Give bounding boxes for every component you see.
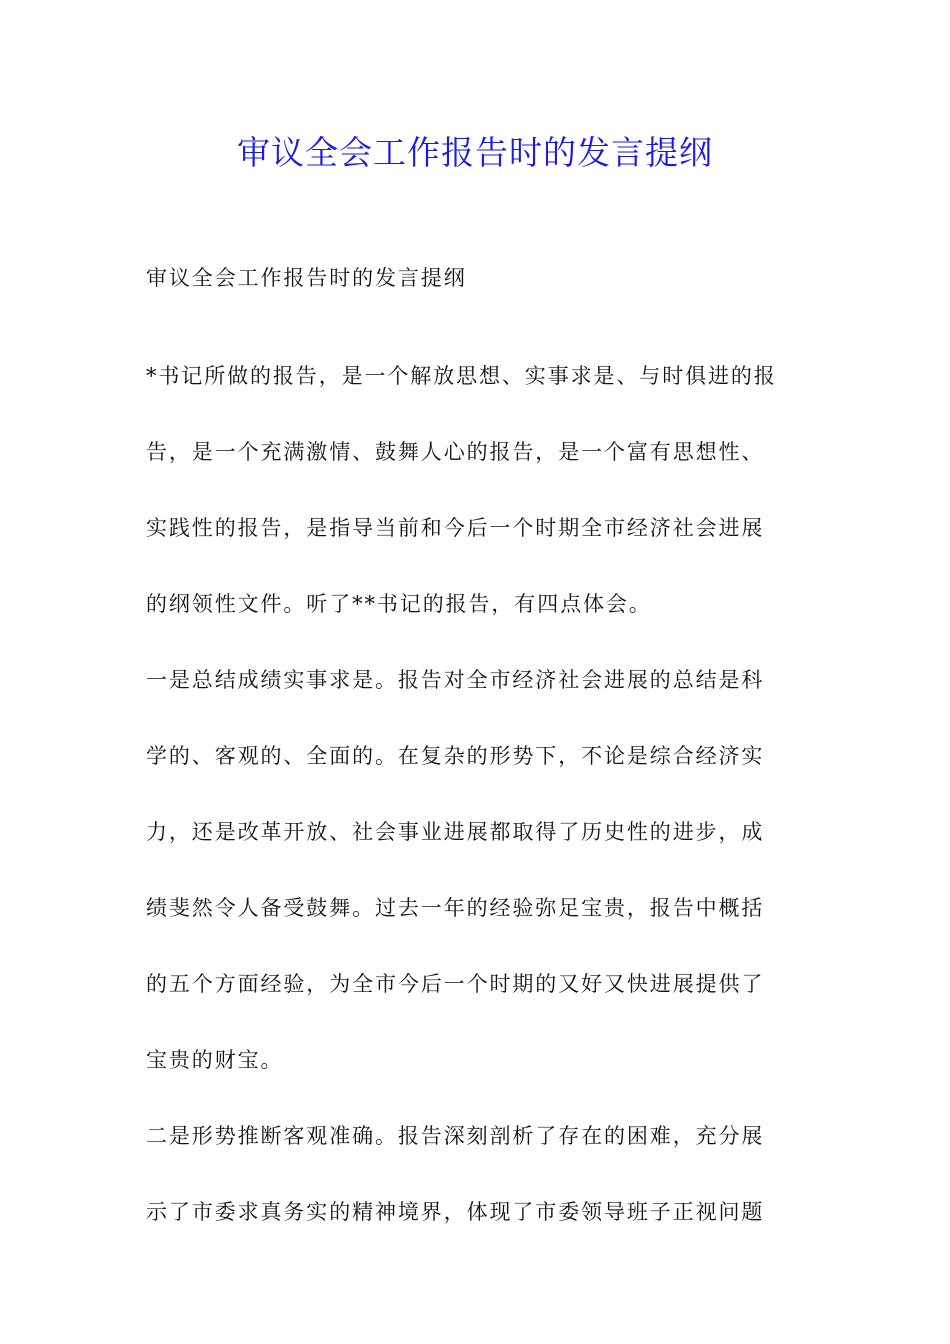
paragraph-point-one	[146, 642, 810, 1098]
paragraph-line: *书记所做的报告，是一个解放思想、实事求是、与时俱进的报	[146, 364, 777, 388]
paragraph-line: 学的、客观的、全面的。在复杂的形势下，不论是综合经济实	[146, 744, 765, 768]
paragraph-line: 实践性的报告，是指导当前和今后一个时期全市经济社会进展	[146, 516, 765, 540]
paragraph-line: 示了市委求真务实的精神境界，体现了市委领导班子正视问题	[146, 1200, 765, 1224]
document-body	[146, 262, 810, 1250]
paragraph-line: 绩斐然令人备受鼓舞。过去一年的经验弥足宝贵，报告中概括	[146, 896, 765, 920]
paragraph-line: 宝贵的财宝。	[146, 1048, 284, 1072]
document-title: 审议全会工作报告时的发言提纲	[237, 133, 713, 172]
paragraph-line: 告，是一个充满激情、鼓舞人心的报告，是一个富有思想性、	[146, 440, 765, 464]
paragraph-line: 二是形势推断客观准确。报告深刻剖析了存在的困难，充分展	[146, 1124, 765, 1148]
document-subtitle: 审议全会工作报告时的发言提纲	[146, 266, 467, 290]
paragraph-line: 的纲领性文件。听了**书记的报告，有四点体会。	[146, 592, 652, 616]
paragraph-intro	[146, 338, 810, 642]
paragraph-line: 的五个方面经验，为全市今后一个时期的又好又快进展提供了	[146, 972, 765, 996]
paragraph-line: 一是总结成绩实事求是。报告对全市经济社会进展的总结是科	[146, 668, 765, 692]
paragraph-line: 力，还是改革开放、社会事业进展都取得了历史性的进步，成	[146, 820, 765, 844]
paragraph-point-two	[146, 1098, 810, 1250]
